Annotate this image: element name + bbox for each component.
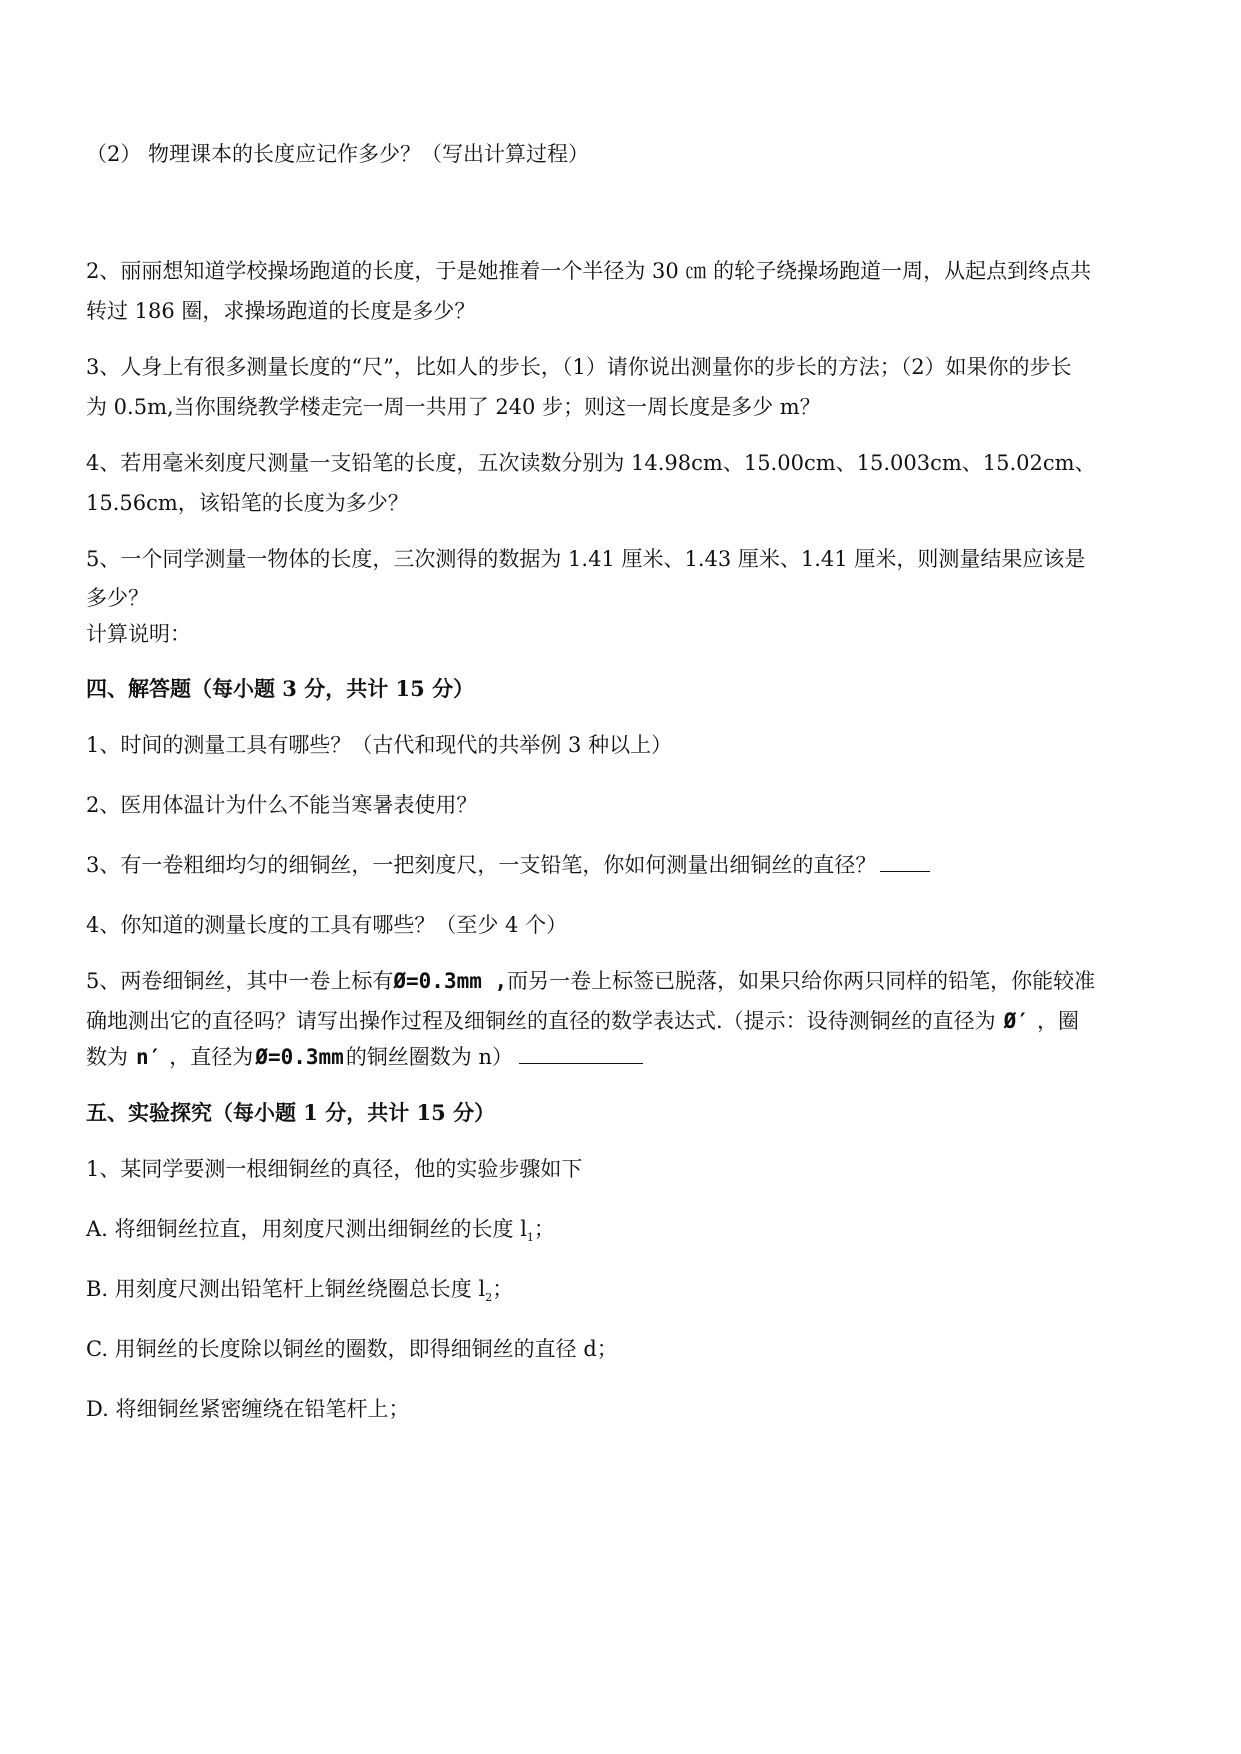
section-4-title: 四、解答题（每小题 3 分，共计 15 分） bbox=[86, 676, 475, 701]
question-3-line-2: 为 0.5m,当你围绕教学楼走完一周一共用了 240 步；则这一周长度是多少 m？ bbox=[86, 395, 821, 419]
q5-text-c: 而另一卷上标签已脱落，如果只给你两只同样的铅笔，你能较准 bbox=[507, 969, 1096, 993]
q5-count-text: 的铜丝圈数为 n） bbox=[345, 1045, 514, 1069]
section-4-question-4: 4、你知道的测量长度的工具有哪些？（至少 4 个） bbox=[86, 913, 568, 937]
section-4-question-5-line-3 bbox=[86, 1044, 1171, 1070]
step-a-subscript: 1 bbox=[526, 1231, 534, 1245]
q5-diameter-label: Ø=0.3mm , bbox=[393, 969, 508, 993]
q5-hint-end: ，圈 bbox=[1036, 1009, 1079, 1033]
question-5-line-2: 多少？ bbox=[86, 586, 149, 610]
section-4-question-1: 1、时间的测量工具有哪些？（古代和现代的共举例 3 种以上） bbox=[86, 733, 673, 757]
step-b-subscript: 2 bbox=[485, 1291, 493, 1305]
question-4-line-2: 15.56cm，该铅笔的长度为多少？ bbox=[86, 491, 409, 515]
section-4-question-5-line-1 bbox=[86, 968, 1171, 994]
step-d: D. 将细铜丝紧密缠绕在铅笔杆上； bbox=[86, 1397, 410, 1421]
step-a-end: ； bbox=[533, 1217, 555, 1241]
section-4-question-3 bbox=[86, 852, 1171, 878]
step-b bbox=[86, 1276, 1171, 1305]
answer-blank bbox=[880, 853, 930, 872]
step-a bbox=[86, 1216, 1171, 1245]
question-2-line-1: 2、丽丽想知道学校操场跑道的长度，于是她推着一个半径为 30 ㎝ 的轮子绕操场跑道一周，从起点到终点共 bbox=[86, 259, 1092, 283]
q5-unknown-diameter: Ø′ bbox=[1003, 1009, 1029, 1033]
section-4-question-2: 2、医用体温计为什么不能当寒暑表使用？ bbox=[86, 793, 478, 817]
section-5-title: 五、实验探究（每小题 1 分，共计 15 分） bbox=[86, 1100, 496, 1125]
q5-text-a: 5、两卷细铜丝，其中一卷上标有 bbox=[86, 969, 394, 993]
question-5-line-1: 5、一个同学测量一物体的长度，三次测得的数据为 1.41 厘米、1.43 厘米、1.41 厘米，则测量结果应该是 bbox=[86, 547, 1086, 571]
q5-known-diameter: Ø=0.3mm bbox=[255, 1045, 344, 1069]
question-3-line-1: 3、人身上有很多测量长度的“尺”，比如人的步长，（1）请你说出测量你的步长的方法；（2）如果你的步长 bbox=[86, 355, 1072, 379]
q5-count-label: 数为 bbox=[86, 1045, 128, 1069]
step-b-text: B. 用刻度尺测出铅笔杆上铜丝绕圈总长度 l bbox=[86, 1277, 486, 1301]
answer-blank bbox=[519, 1045, 643, 1064]
q5-unknown-count: n′ bbox=[136, 1045, 162, 1069]
question-2-subpart-2: （2） 物理课本的长度应记作多少？（写出计算过程） bbox=[86, 142, 590, 166]
q5-hint-text: 确地测出它的直径吗？请写出操作过程及细铜丝的直径的数学表达式.（提示：设待测铜丝的直径为 bbox=[86, 1009, 996, 1033]
step-c: C. 用铜丝的长度除以铜丝的圈数，即得细铜丝的直径 d； bbox=[86, 1337, 618, 1361]
q5-diameter-text: ，直径为 bbox=[169, 1045, 254, 1069]
section-4-question-5-line-2 bbox=[86, 1008, 1171, 1034]
question-4-line-1: 4、若用毫米刻度尺测量一支铅笔的长度，五次读数分别为 14.98cm、15.00cm、15.003cm、15.02cm、 bbox=[86, 451, 1096, 475]
calculation-note: 计算说明： bbox=[86, 622, 191, 646]
step-b-end: ； bbox=[492, 1277, 514, 1301]
section-5-question-1: 1、某同学要测一根细铜丝的真径，他的实验步骤如下 bbox=[86, 1157, 583, 1181]
step-a-text: A. 将细铜丝拉直，用刻度尺测出细铜丝的长度 l bbox=[86, 1217, 527, 1241]
question-2-line-2: 转过 186 圈，求操场跑道的长度是多少？ bbox=[86, 299, 476, 323]
section-4-question-3-text: 3、有一卷粗细均匀的细铜丝，一把刻度尺，一支铅笔，你如何测量出细铜丝的直径？ bbox=[86, 853, 877, 877]
